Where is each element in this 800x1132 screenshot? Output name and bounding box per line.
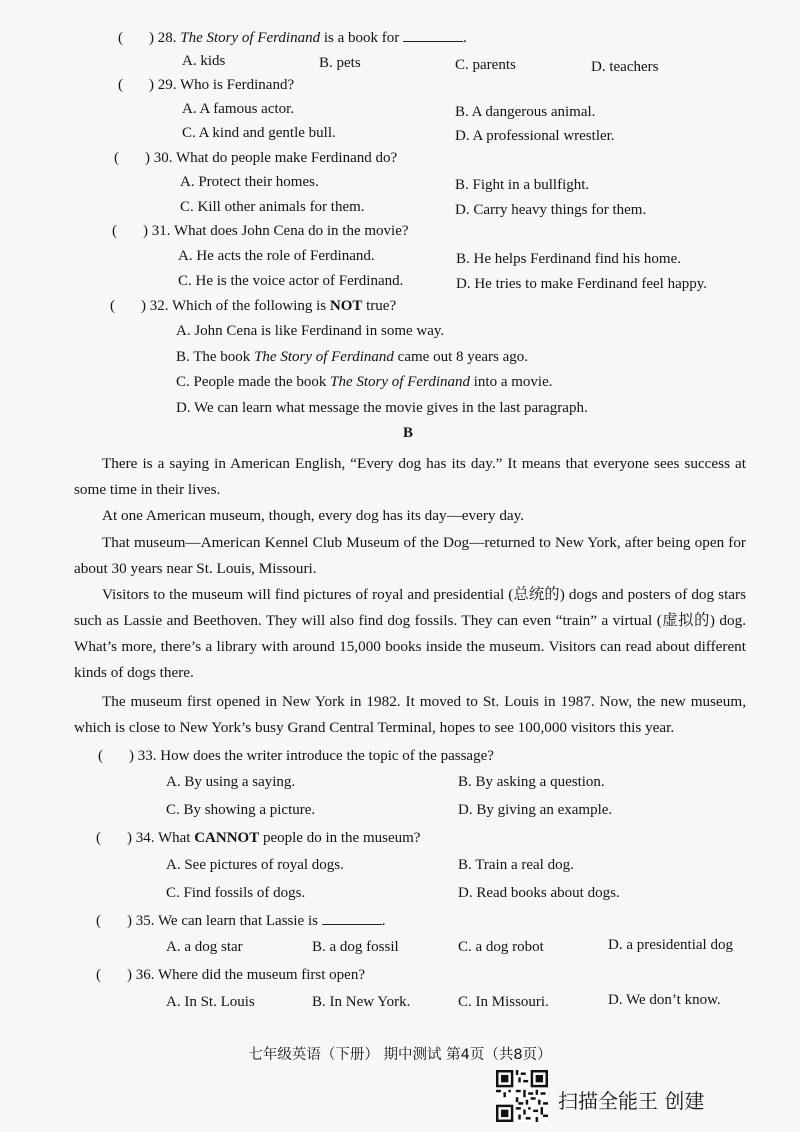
answer-paren-open: (	[98, 748, 103, 764]
option-d: D. Carry heavy things for them.	[455, 202, 647, 218]
option-d: D. Read books about dogs.	[458, 885, 620, 901]
answer-paren-close: )	[127, 830, 132, 846]
option-c: C. Kill other animals for them.	[180, 199, 365, 215]
option-d: D. He tries to make Ferdinand feel happy.	[456, 276, 708, 292]
answer-paren-open: (	[114, 150, 119, 166]
option-a: A. By using a saying.	[166, 774, 296, 790]
option-a: A. John Cena is like Ferdinand in some way.	[176, 323, 445, 339]
answer-paren-open: (	[112, 223, 117, 239]
question-text: 36. Where did the museum first open?	[135, 967, 365, 983]
question-text-end: true?	[362, 298, 397, 314]
option-d: D. teachers	[591, 59, 659, 75]
answer-paren-close: )	[143, 223, 148, 239]
passage-paragraph-2: At one American museum, though, every dog has its day—every day.	[102, 507, 525, 524]
option-b: B. pets	[319, 55, 361, 71]
option-b	[176, 349, 528, 366]
option-b: B. Fight in a bullfight.	[455, 177, 590, 193]
option-a: A. kids	[182, 53, 226, 69]
option-c: C. Find fossils of dogs.	[166, 885, 306, 901]
question-text-end: people do in the museum?	[259, 830, 421, 846]
option-text: B. The book	[176, 349, 255, 365]
option-d: D. A professional wrestler.	[455, 128, 615, 144]
answer-blank	[403, 29, 463, 42]
question-32	[110, 298, 396, 315]
passage-paragraph-1: There is a saying in American English, “Every dog has its day.” It means that everyone sees success at some time in their lives.	[74, 455, 746, 498]
option-c: C. parents	[455, 57, 516, 73]
option-a: A. See pictures of royal dogs.	[166, 857, 344, 873]
question-emphasis: NOT	[329, 298, 363, 314]
answer-paren-open: (	[96, 967, 101, 983]
question-text: 33. How does the writer introduce the topic of the passage?	[137, 748, 494, 764]
answer-paren-close: )	[129, 748, 134, 764]
question-text: 30. What do people make Ferdinand do?	[153, 150, 398, 166]
answer-paren-close: )	[127, 913, 132, 929]
option-c: C. A kind and gentle bull.	[182, 125, 336, 141]
option-c: C. a dog robot	[458, 939, 544, 955]
option-d: D. We can learn what message the movie gives in the last paragraph.	[176, 400, 588, 416]
book-title: The Story of Ferdinand	[254, 349, 394, 365]
answer-paren-open: (	[118, 30, 123, 46]
answer-paren-close: )	[145, 150, 150, 166]
passage-paragraph-5: The museum first opened in New York in 1982. It moved to St. Louis in 1987. Now, the new museum, which is close to New York’s busy Grand Central Terminal, hopes to see 100,000 visitors this year.	[74, 693, 746, 736]
option-b: B. He helps Ferdinand find his home.	[456, 251, 681, 267]
option-text-end: came out 8 years ago.	[393, 349, 529, 365]
option-c	[176, 374, 553, 391]
passage-paragraph-4: Visitors to the museum will find pictures of royal and presidential (总统的) dogs and posters of dog stars such as Lassie and Beethoven. They will also find dog fossils. They can even “train” a virtual (虚拟的) dog. What’s more, there’s a library with around 15,000 books inside the museum. Visitors can read about different kinds of dogs there.	[74, 586, 746, 681]
option-b: B. In New York.	[312, 994, 411, 1010]
option-d: D. a presidential dog	[608, 937, 733, 953]
answer-paren-open: (	[110, 298, 115, 314]
question-28	[118, 29, 467, 47]
book-title: The Story of Ferdinand	[180, 30, 321, 46]
answer-paren-open: (	[96, 913, 101, 929]
question-34	[96, 830, 420, 847]
option-text-end: into a movie.	[470, 374, 553, 390]
question-33	[98, 748, 494, 765]
section-heading: B	[403, 425, 414, 441]
answer-paren-close: )	[149, 77, 154, 93]
answer-paren-close: )	[141, 298, 146, 314]
question-text: is a book for	[320, 30, 400, 46]
book-title: The Story of Ferdinand	[330, 374, 470, 390]
option-b: B. Train a real dog.	[458, 857, 574, 873]
option-c: C. By showing a picture.	[166, 802, 316, 818]
question-text: 34. What	[135, 830, 195, 846]
option-a: A. a dog star	[166, 939, 243, 955]
option-a: A. A famous actor.	[182, 101, 295, 117]
option-c: C. In Missouri.	[458, 994, 549, 1010]
question-period: .	[381, 913, 386, 929]
answer-paren-open: (	[96, 830, 101, 846]
option-a: A. He acts the role of Ferdinand.	[178, 248, 375, 264]
question-29	[118, 77, 294, 94]
qr-code-icon	[496, 1070, 548, 1122]
answer-paren-open: (	[118, 77, 123, 93]
question-period: .	[463, 30, 467, 46]
option-text: C. People made the book	[176, 374, 331, 390]
question-30	[114, 150, 397, 167]
answer-paren-close: )	[127, 967, 132, 983]
question-text: 32. Which of the following is	[149, 298, 330, 314]
option-b: B. By asking a question.	[458, 774, 605, 790]
question-35	[96, 912, 385, 930]
option-b: B. a dog fossil	[312, 939, 399, 955]
option-a: A. In St. Louis	[166, 994, 255, 1010]
question-text: 31. What does John Cena do in the movie?	[151, 223, 409, 239]
question-emphasis: CANNOT	[194, 830, 260, 846]
answer-blank	[322, 912, 382, 925]
question-text: 35. We can learn that Lassie is	[135, 913, 318, 929]
option-a: A. Protect their homes.	[180, 174, 319, 190]
question-text: 29. Who is Ferdinand?	[157, 77, 295, 93]
scanner-brand: 扫描全能王 创建	[558, 1089, 705, 1113]
answer-paren-close: )	[149, 30, 154, 46]
option-c: C. He is the voice actor of Ferdinand.	[178, 273, 404, 289]
passage-paragraph-3: That museum—American Kennel Club Museum of the Dog—returned to New York, after being open for about 30 years near St. Louis, Missouri.	[74, 534, 746, 577]
page-footer: 七年级英语（下册） 期中测试 第4页（共8页）	[248, 1047, 552, 1063]
question-36	[96, 967, 365, 984]
option-d: D. By giving an example.	[458, 802, 613, 818]
option-b: B. A dangerous animal.	[455, 104, 596, 120]
option-d: D. We don’t know.	[608, 992, 721, 1008]
question-31	[112, 223, 409, 240]
question-number: 28.	[157, 30, 177, 46]
